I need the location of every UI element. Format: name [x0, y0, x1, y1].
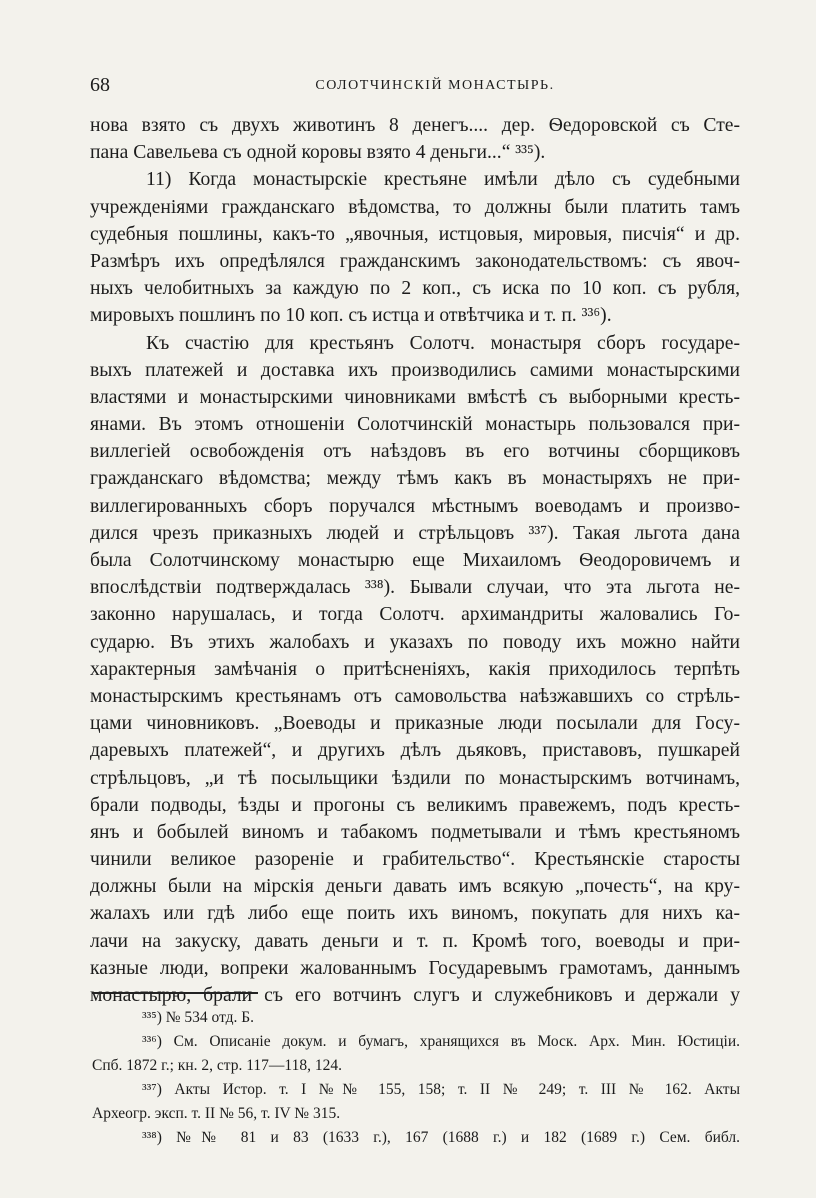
text-line: гражданскаго вѣдомства; между тѣмъ какъ въ монастыряхъ не при-	[90, 468, 740, 490]
page-number: 68	[90, 74, 110, 96]
text-line: цами чиновниковъ. „Воеводы и приказные люди посылали для Госу-	[90, 713, 740, 735]
text-line: выхъ платежей и доставка ихъ производились самими монастырскими	[90, 359, 740, 381]
text-line: дился чрезъ приказныхъ людей и стрѣльцовъ ³³⁷). Такая льгота дана	[90, 522, 740, 544]
page-header	[90, 74, 740, 102]
text-line: лачи на закуску, давать деньги и т. п. Кромѣ того, воеводы и при-	[90, 930, 740, 952]
text-line: чинили великое разореніе и грабительство“. Крестьянскіе старосты	[90, 849, 740, 871]
footnote-line: ³³⁷) Акты Истор. т. I №№ 155, 158; т. II № 249; т. III № 162. Акты	[142, 1081, 740, 1098]
text-line: должны были на мірскія деньги давать имъ всякую „почесть“, на кру-	[90, 876, 740, 898]
text-line: Размѣръ ихъ опредѣлялся гражданскимъ законодательствомъ: съ явоч-	[90, 250, 740, 272]
text-line: властями и монастырскими чиновниками вмѣстѣ съ выборными кресть-	[90, 386, 740, 408]
text-line: 11) Когда монастырскіе крестьяне имѣли дѣло съ судебными	[146, 169, 740, 191]
text-line: виллегіей освобожденія отъ наѣздовъ въ его вотчины сборщиковъ	[90, 441, 740, 463]
footnotes	[92, 1006, 740, 1150]
text-line: даревыхъ платежей“, и другихъ дѣлъ дьяковъ, приставовъ, пушкарей	[90, 740, 740, 762]
text-line: судебныя пошлины, какъ-то „явочныя, истцовыя, мировыя, писчія“ и др.	[90, 223, 740, 245]
text-line: монастырскимъ крестьянамъ отъ самовольства наѣзжавшихъ со стрѣль-	[90, 685, 740, 707]
text-line: пана Савельева съ одной коровы взято 4 деньги...“ ³³⁵).	[90, 142, 546, 164]
text-line: жалахъ или гдѣ либо еще поить ихъ виномъ, покупать для нихъ ка-	[90, 903, 740, 925]
text-line: ныхъ челобитныхъ за каждую по 2 коп., съ иска по 10 коп. съ рубля,	[90, 278, 740, 300]
text-line: виллегированныхъ сборъ поручался мѣстнымъ воеводамъ и произво-	[90, 495, 740, 517]
text-line: учрежденіями гражданскаго вѣдомства, то должны были платить тамъ	[90, 196, 740, 218]
main-text	[90, 112, 740, 1009]
text-line: казные люди, вопреки жалованнымъ Государевымъ грамотамъ, даннымъ	[90, 957, 740, 979]
text-line: янами. Въ этомъ отношеніи Солотчинскій монастырь пользовался при-	[90, 414, 740, 436]
footnote-divider	[92, 992, 258, 994]
text-line: впослѣдствіи подтверждалась ³³⁸). Бывали случаи, что эта льгота не-	[90, 577, 740, 599]
text-line: сударю. Въ этихъ жалобахъ и указахъ по поводу ихъ можно найти	[90, 631, 740, 653]
text-line: законно нарушалась, и тогда Солотч. архимандриты жаловались Го-	[90, 604, 740, 626]
text-line: брали подводы, ѣзды и прогоны съ великимъ правежемъ, подъ кресть-	[90, 794, 740, 816]
footnote-line: ³³⁸) №№ 81 и 83 (1633 г.), 167 (1688 г.) и 182 (1689 г.) Сем. библ.	[142, 1129, 740, 1146]
footnote-line: ³³⁶) См. Описаніе докум. и бумагъ, хранящихся въ Моск. Арх. Мин. Юстиціи.	[142, 1033, 740, 1050]
text-line: монастырю, брали съ его вотчинъ слугъ и служебниковъ и держали у	[90, 985, 740, 1006]
footnote-line: Археогр. эксп. т. II № 56, т. IV № 315.	[92, 1105, 341, 1122]
footnote-line: ³³⁵) № 534 отд. Б.	[142, 1009, 255, 1026]
running-title: СОЛОТЧИНСКІЙ МОНАСТЫРЬ.	[315, 78, 555, 93]
text-line: Къ счастію для крестьянъ Солотч. монастыря сборъ государе-	[146, 332, 740, 354]
text-line: нова взято съ двухъ животинъ 8 денегъ.... дер. Ѳедоровской съ Сте-	[90, 115, 740, 136]
footnote-line: Спб. 1872 г.; кн. 2, стр. 117—118, 124.	[92, 1057, 342, 1074]
text-line: янъ и бобылей виномъ и табакомъ подметывали и тѣмъ крестьяномъ	[90, 821, 740, 843]
text-line: была Солотчинскому монастырю еще Михаиломъ Ѳеодоровичемъ и	[90, 550, 740, 571]
text-line: стрѣльцовъ, „и тѣ посыльщики ѣздили по монастырскимъ вотчинамъ,	[90, 767, 740, 789]
text-line: мировыхъ пошлинъ по 10 коп. съ истца и отвѣтчика и т. п. ³³⁶).	[90, 305, 612, 327]
text-line: характерныя замѣчанія о притѣсненіяхъ, какія приходилось терпѣть	[90, 658, 740, 680]
